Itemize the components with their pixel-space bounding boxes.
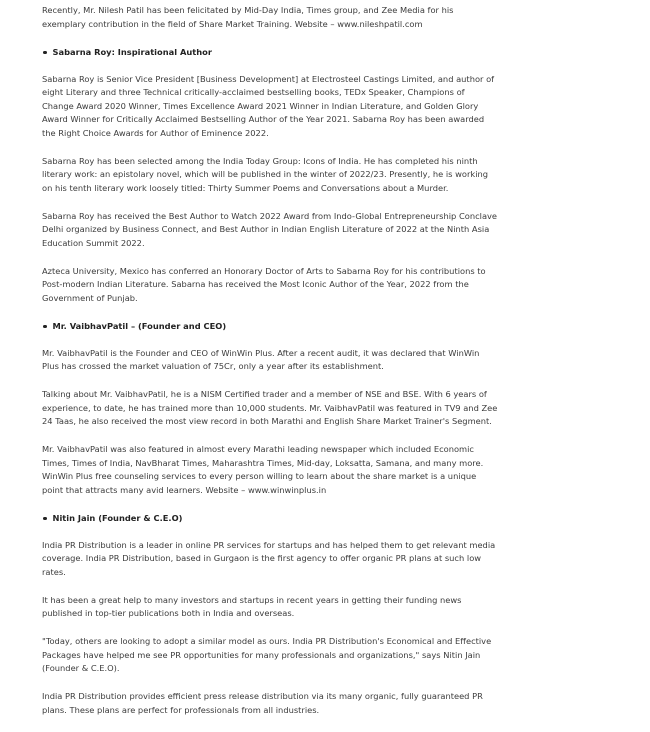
paragraph: Talking about Mr. VaibhavPatil, he is a NISM Certified trader and a member of NSE and BSE. With 6 years of experience, to date, he has trained more than 10,000 students. Mr. VaibhavPatil was featured in TV9 and Zee 24 Taas, he also received the most view record in both Marathi and English Share Market Trainer's Segment. [42, 389, 498, 426]
paragraph: Sabarna Roy has received the Best Author to Watch 2022 Award from Indo-Global Entrepreneurship Conclave Delhi organized by Business Connect, and Best Author in Indian English Literature of 2022 at the Ninth Asia Education Summit 2022. [42, 210, 498, 248]
paragraph: Sabarna Roy has been selected among the India Today Group: Icons of India. He has completed his ninth literary work: an epistolary novel, which will be published in the winter of 2022/23. Presently, he is working on his tenth literary work loosely titled: Thirty Summer Poems and Conversations about a Murder. [42, 155, 489, 193]
paragraph: India PR Distribution provides efficient press release distribution via its many organic, fully guaranteed PR plans. These plans are perfect for professionals from all industries. [42, 691, 483, 715]
bullet-icon [43, 517, 47, 521]
section-sabarna-roy [42, 46, 498, 306]
section-heading [42, 320, 498, 334]
section-heading-text: Sabarna Roy: Inspirational Author [52, 46, 212, 57]
section-heading [42, 512, 498, 526]
intro-paragraph: Recently, Mr. Nilesh Patil has been felicitated by Mid-Day India, Times group, and Zee Media for his exemplary contribution in the field of Share Market Training. Website – www.nileshpatil.com [42, 5, 454, 29]
bullet-icon [43, 325, 47, 329]
paragraph: India PR Distribution is a leader in online PR services for startups and has helped them to get relevant media coverage. India PR Distribution, based in Gurgaon is the first agency to offer organic PR plans at such low rates. [42, 539, 496, 577]
section-vaibhav-patil [42, 320, 498, 498]
paragraph: Azteca University, Mexico has conferred an Honorary Doctor of Arts to Sabarna Roy for his contributions to Post-modern Indian Literature. Sabarna has received the Most Iconic Author of the Year, 2022 from the Government of Punjab. [42, 265, 486, 303]
paragraph: Sabarna Roy is Senior Vice President [Business Development] at Electrosteel Castings Limited, and author of eight Literary and three Technical critically-acclaimed bestselling books, TEDx Speaker, Champions of Change Award 2020 Winner, Times Excellence Award 2021 Winner in Indian Literature, and Golden Glory Award Winner for Critically Acclaimed Bestselling Author of the Year 2021. Sabarna Roy has been awarded the Right Choice Awards for Author of Eminence 2022. [42, 73, 495, 138]
bullet-icon [43, 51, 47, 55]
section-heading-text: Nitin Jain (Founder & C.E.O) [52, 512, 183, 523]
section-heading [42, 46, 498, 60]
paragraph: Mr. VaibhavPatil is the Founder and CEO of WinWin Plus. After a recent audit, it was declared that WinWin Plus has crossed the market valuation of 75Cr, only a year after its establishment. [42, 347, 480, 371]
paragraph: "Today, others are looking to adopt a similar model as ours. India PR Distribution's Economical and Effective Packages have helped me see PR opportunities for many professionals and organizations," says Nitin Jain (Founder & C.E.O). [42, 636, 492, 673]
article-body [42, 4, 498, 732]
section-nitin-jain [42, 512, 498, 718]
paragraph: It has been a great help to many investors and startups in recent years in getting their funding news published in top-tier publications both in India and overseas. [42, 594, 462, 618]
section-heading-text: Mr. VaibhavPatil – (Founder and CEO) [52, 320, 227, 331]
paragraph: Mr. VaibhavPatil was also featured in almost every Marathi leading newspaper which included Economic Times, Times of India, NavBharat Times, Maharashtra Times, Mid-day, Loksatta, Samana, and many more. WinWin Plus free counseling services to every person willing to learn about the share market is a unique point that attracts many avid learners. Website – www.winwinplus.in [42, 444, 484, 495]
